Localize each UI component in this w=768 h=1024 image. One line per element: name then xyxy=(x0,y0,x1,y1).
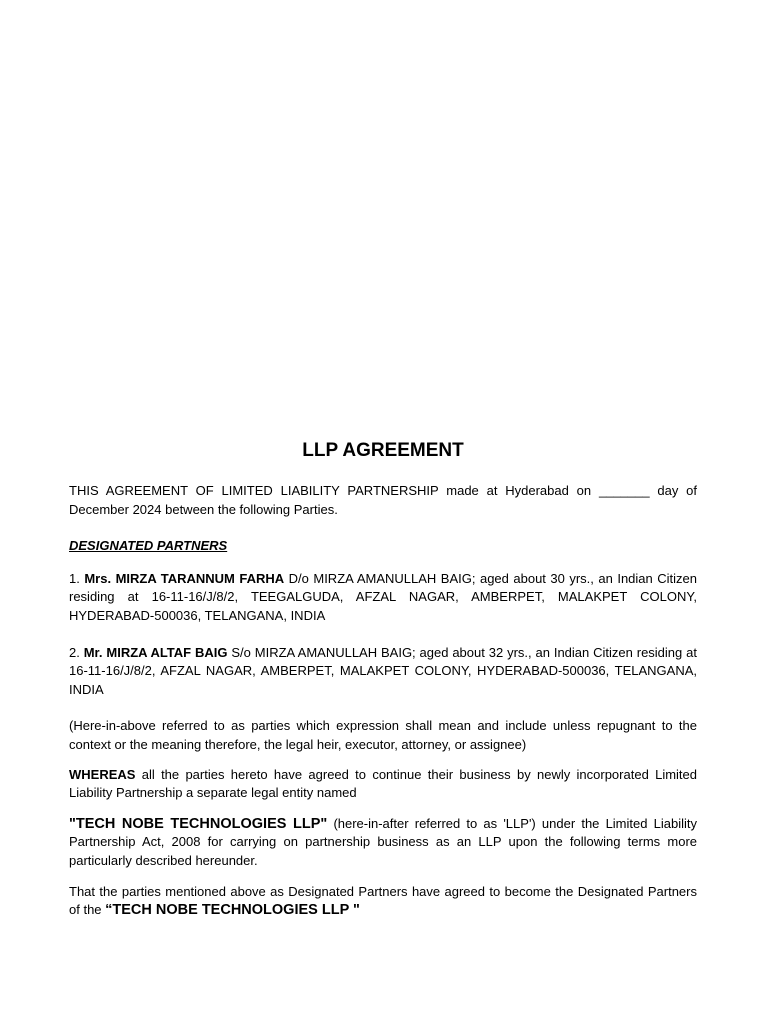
parties-definition-note: (Here-in-above referred to as parties which expression shall mean and include unless repugnant to the context or the meaning therefore, the legal heir, executor, attorney, or assignee) xyxy=(69,718,697,752)
party-2-paragraph xyxy=(69,644,697,700)
closing-paragraph xyxy=(69,883,697,920)
whereas-text: all the parties hereto have agreed to continue their business by newly incorporated Limited Liability Partnership a separate legal entity named xyxy=(69,766,697,801)
party-1-details: D/o MIRZA AMANULLAH BAIG; aged about 30 yrs., an Indian Citizen residing at 16-11-16/J/8/2, TEEGALGUDA, AFZAL NAGAR, AMBERPET, MALAKPET COLONY, HYDERABAD-500036, TELANGANA, INDIA xyxy=(69,570,697,623)
party-1-name: Mrs. MIRZA TARANNUM FARHA xyxy=(84,570,285,586)
document-page xyxy=(69,438,697,920)
closing-text: That the parties mentioned above as Designated Partners have agreed to become the Designated Partners of the xyxy=(69,883,697,918)
party-2-number: 2. xyxy=(69,644,80,660)
closing-llp-name: “TECH NOBE TECHNOLOGIES LLP " xyxy=(105,902,360,919)
llp-name-text: (here-in-after referred to as 'LLP') under the Limited Liability Partnership Act, 2008 for carrying on partnership business as an LLP upon the following terms more particularly described hereunder. xyxy=(69,815,697,868)
designated-partners-heading: DESIGNATED PARTNERS xyxy=(69,538,228,554)
llp-name: "TECH NOBE TECHNOLOGIES LLP" xyxy=(69,815,328,832)
party-2-name: Mr. MIRZA ALTAF BAIG xyxy=(83,644,228,660)
party-2-details: S/o MIRZA AMANULLAH BAIG; aged about 32 yrs., an Indian Citizen residing at 16-11-16/J/8/2, AFZAL NAGAR, AMBERPET, MALAKPET COLONY, HYDERABAD-500036, TELANGANA, INDIA xyxy=(69,644,697,697)
llp-name-paragraph xyxy=(69,815,697,871)
document-title: LLP AGREEMENT xyxy=(302,440,464,461)
whereas-paragraph xyxy=(69,766,697,803)
intro-paragraph: THIS AGREEMENT OF LIMITED LIABILITY PARTNERSHIP made at Hyderabad on _______ day of December 2024 between the following Parties. xyxy=(69,483,697,517)
party-1-paragraph xyxy=(69,570,697,626)
whereas-keyword: WHEREAS xyxy=(69,766,136,782)
party-1-number: 1. xyxy=(69,570,80,586)
